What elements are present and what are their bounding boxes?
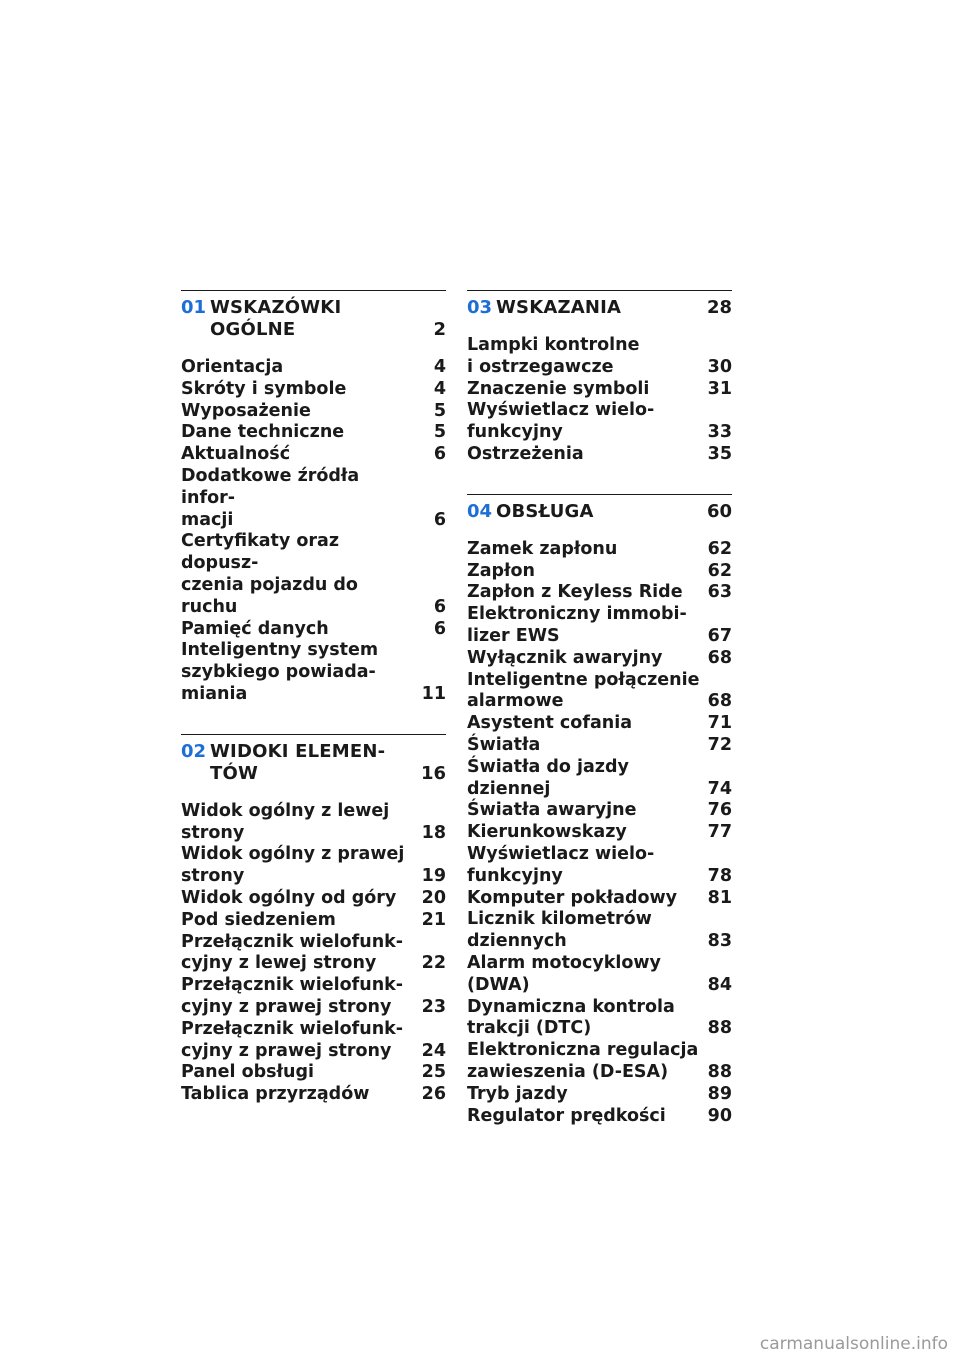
toc-entry-page: 5 — [433, 422, 446, 443]
toc-entry-page: 6 — [433, 596, 446, 617]
toc-entry[interactable] — [467, 1106, 732, 1128]
toc-entry-title: Zamek zapłonu — [467, 538, 618, 559]
toc-entry-page: 23 — [421, 996, 446, 1017]
toc-entry-title: Wyłącznik awaryjny — [467, 647, 663, 668]
toc-entry-title: Dynamiczna kontrola trakcji (DTC) — [467, 996, 675, 1039]
toc-entry-title: Panel obsługi — [181, 1062, 315, 1083]
toc-entry[interactable] — [181, 444, 446, 466]
toc-entry-title: Wyposażenie — [181, 400, 311, 421]
toc-entry[interactable] — [467, 757, 732, 801]
toc-entry-title: Certyfikaty oraz dopusz- czenia pojazdu do ruchu — [181, 531, 358, 617]
toc-entry[interactable] — [467, 800, 732, 822]
section-number: 04 — [467, 500, 493, 522]
toc-entry[interactable] — [181, 466, 446, 531]
toc-entry-title: Aktualność — [181, 444, 291, 465]
toc-entry-title: Wyświetlacz wielo- funkcyjny — [467, 400, 655, 443]
toc-section — [467, 290, 732, 466]
section-heading[interactable] — [181, 741, 446, 785]
toc-entry-page: 62 — [707, 538, 732, 559]
toc-entry-title: Światła awaryjne — [467, 800, 637, 821]
toc-entry-title: Orientacja — [181, 357, 284, 377]
toc-entry-page: 83 — [707, 931, 732, 952]
toc-entry[interactable] — [181, 888, 446, 910]
toc-right-column — [467, 290, 732, 1155]
toc-entry[interactable] — [467, 400, 732, 444]
toc-entry-title: Kierunkowskazy — [467, 822, 627, 843]
section-number: 01 — [181, 297, 207, 318]
toc-entry-page: 26 — [421, 1084, 446, 1105]
section-page-number: 28 — [706, 297, 732, 318]
toc-entry-title: Komputer pokładowy — [467, 887, 678, 908]
toc-entry-title: Widok ogólny z lewej strony — [181, 800, 390, 843]
toc-entry-title: Tryb jazdy — [467, 1083, 568, 1104]
toc-entry-page: 78 — [707, 865, 732, 886]
toc-entry-title: Inteligentne połączenie alarmowe — [467, 669, 700, 712]
toc-entry-page: 22 — [421, 953, 446, 974]
toc-entry-title: Regulator prędkości — [467, 1105, 666, 1126]
toc-entry-title: Przełącznik wielofunk- cyjny z lewej strony — [181, 931, 404, 974]
toc-entry-page: 4 — [433, 357, 446, 377]
toc-entry-page: 90 — [707, 1105, 732, 1126]
toc-entry-page: 18 — [421, 822, 446, 843]
toc-entry[interactable] — [467, 539, 732, 561]
toc-entry[interactable] — [467, 844, 732, 888]
toc-entry-title: Wyświetlacz wielo- funkcyjny — [467, 843, 655, 886]
toc-entry-title: Znaczenie symboli — [467, 378, 650, 399]
toc-entry[interactable] — [467, 997, 732, 1041]
toc-entry-title: Skróty i symbole — [181, 378, 347, 399]
toc-entry-title: Dodatkowe źródła infor- macji — [181, 465, 360, 530]
toc-entry-page: 35 — [707, 443, 732, 464]
toc-entry-title: Światła do jazdy dziennej — [467, 756, 629, 799]
toc-entry[interactable] — [181, 910, 446, 932]
toc-entry-title: Światła — [467, 734, 541, 755]
toc-entry-page: 6 — [433, 618, 446, 639]
toc-entry[interactable] — [467, 953, 732, 997]
toc-entry[interactable] — [467, 582, 732, 604]
toc-entry-title: Lampki kontrolne i ostrzegawcze — [467, 335, 640, 377]
toc-entry[interactable] — [181, 1062, 446, 1084]
section-number: 03 — [467, 297, 493, 318]
toc-entry-title: Inteligentny system szybkiego powiada- miania — [181, 640, 379, 704]
section-heading[interactable] — [467, 501, 732, 523]
toc-entry-page: 24 — [421, 1040, 446, 1061]
toc-entry[interactable] — [467, 1040, 732, 1084]
toc-entry[interactable] — [181, 975, 446, 1019]
toc-entry-page: 33 — [707, 422, 732, 443]
section-heading[interactable] — [181, 297, 446, 341]
toc-entry-title: Przełącznik wielofunk- cyjny z prawej strony — [181, 1018, 404, 1061]
toc-entry-page: 77 — [707, 822, 732, 843]
section-title: WSKAZANIA — [496, 297, 622, 318]
toc-entry[interactable] — [181, 640, 446, 705]
toc-section — [181, 734, 446, 1106]
toc-entry-page: 72 — [707, 734, 732, 755]
toc-entry-page: 67 — [707, 625, 732, 646]
section-title: WIDOKI ELEMEN- TÓW — [210, 740, 386, 784]
toc-entry-title: Tablica przyrządów — [181, 1084, 370, 1105]
toc-entry-title: Widok ogólny od góry — [181, 887, 397, 908]
toc-entry[interactable] — [467, 1084, 732, 1106]
section-heading[interactable] — [467, 297, 732, 319]
toc-entry[interactable] — [467, 822, 732, 844]
toc-entry[interactable] — [467, 379, 732, 401]
section-number: 02 — [181, 740, 207, 762]
toc-entry[interactable] — [467, 444, 732, 466]
toc-entry-title: Zapłon z Keyless Ride — [467, 582, 683, 603]
toc-entry[interactable] — [467, 561, 732, 583]
toc-entry-page: 84 — [707, 974, 732, 995]
toc-entry[interactable] — [181, 401, 446, 423]
toc-entry-page: 88 — [707, 1018, 732, 1039]
toc-entry[interactable] — [181, 357, 446, 379]
toc-entry-title: Alarm motocyklowy (DWA) — [467, 952, 661, 995]
toc-entry[interactable] — [467, 335, 732, 379]
toc-entry[interactable] — [181, 844, 446, 888]
toc-entry-page: 30 — [707, 356, 732, 377]
toc-entry[interactable] — [181, 1084, 446, 1106]
toc-entry[interactable] — [467, 648, 732, 670]
toc-entry-page: 71 — [707, 713, 732, 734]
toc-entry-title: Widok ogólny z prawej strony — [181, 844, 405, 887]
toc-entry-page: 21 — [421, 909, 446, 930]
toc-entry[interactable] — [467, 909, 732, 953]
toc-entry-page: 6 — [433, 444, 446, 465]
toc-entry-page: 63 — [707, 582, 732, 603]
toc-left-column — [181, 290, 446, 1134]
toc-entry[interactable] — [467, 670, 732, 714]
toc-entry-page: 6 — [433, 509, 446, 530]
section-page-number: 60 — [706, 500, 732, 522]
toc-entry-title: Pod siedzeniem — [181, 909, 336, 930]
toc-entry[interactable] — [181, 422, 446, 444]
toc-entry-page: 68 — [707, 647, 732, 668]
toc-entry-title: Zapłon — [467, 560, 536, 581]
toc-entry[interactable] — [181, 932, 446, 976]
toc-entry-title: Elektroniczna regulacja zawieszenia (D-ESA) — [467, 1040, 699, 1082]
toc-entry-title: Elektroniczny immobi- lizer EWS — [467, 604, 687, 646]
toc-entry-page: 89 — [707, 1083, 732, 1104]
toc-entry-page: 88 — [707, 1061, 732, 1082]
toc-entry-page: 31 — [707, 378, 732, 399]
toc-entry-page: 4 — [433, 378, 446, 399]
section-page-number: 16 — [420, 762, 446, 784]
toc-entry-title: Ostrzeżenia — [467, 443, 584, 464]
toc-entry-title: Licznik kilometrów dziennych — [467, 909, 652, 952]
toc-entry-page: 11 — [421, 683, 446, 704]
toc-entry-page: 68 — [707, 691, 732, 712]
toc-entry-title: Pamięć danych — [181, 618, 329, 639]
toc-entry[interactable] — [467, 735, 732, 757]
toc-entry-page: 76 — [707, 800, 732, 821]
toc-entry-page: 62 — [707, 560, 732, 581]
toc-entry-page: 19 — [421, 866, 446, 887]
toc-entry[interactable] — [181, 619, 446, 641]
toc-entry-page: 25 — [421, 1062, 446, 1083]
section-page-number: 2 — [433, 319, 446, 340]
toc-section — [467, 494, 732, 1128]
watermark: carmanualsonline.info — [759, 1334, 948, 1354]
toc-entry-page: 5 — [433, 400, 446, 421]
toc-entry-title: Asystent cofania — [467, 713, 633, 734]
toc-entry-title: Dane techniczne — [181, 422, 345, 443]
toc-entry-page: 74 — [707, 778, 732, 799]
toc-entry[interactable] — [467, 713, 732, 735]
toc-entry-page: 20 — [421, 887, 446, 908]
section-title: OBSŁUGA — [496, 500, 594, 522]
toc-entry[interactable] — [181, 801, 446, 845]
toc-entry-title: Przełącznik wielofunk- cyjny z prawej strony — [181, 975, 404, 1017]
toc-entry[interactable] — [181, 531, 446, 618]
toc-entry[interactable] — [181, 1019, 446, 1063]
section-title: WSKAZÓWKI OGÓLNE — [210, 297, 342, 340]
toc-section — [181, 290, 446, 706]
toc-entry[interactable] — [467, 604, 732, 648]
toc-entry[interactable] — [467, 888, 732, 910]
toc-entry-page: 81 — [707, 887, 732, 908]
toc-entry[interactable] — [181, 379, 446, 401]
